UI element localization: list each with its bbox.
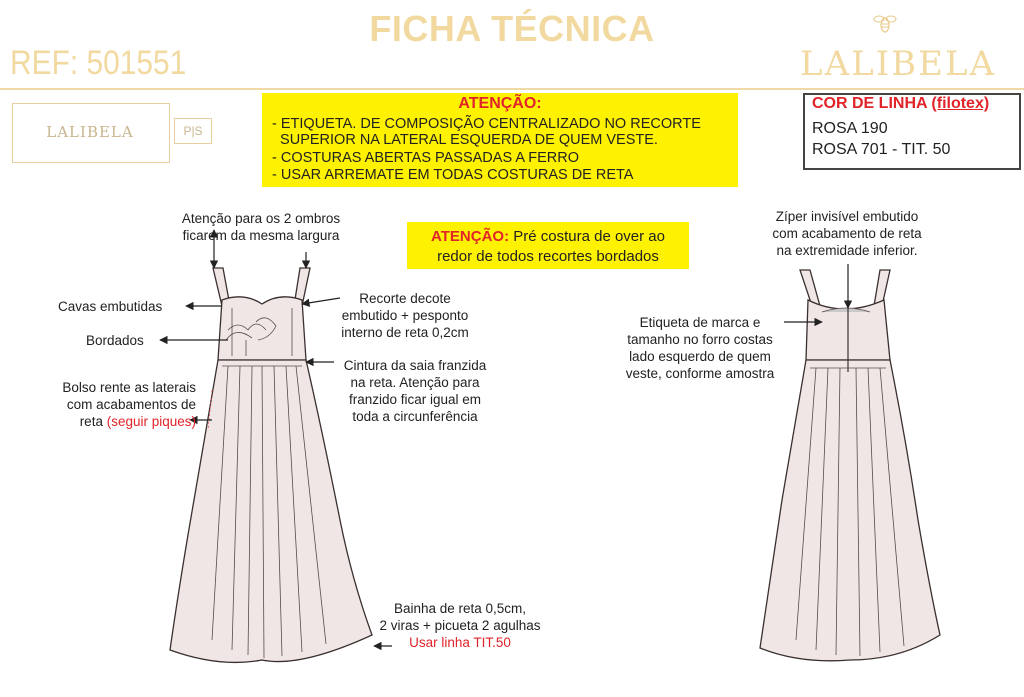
overlock-attention-text: Pré costura de over ao xyxy=(509,228,665,245)
attention-title: ATENÇÃO: xyxy=(458,95,542,112)
label-line: interno de reta 0,2cm xyxy=(341,325,469,340)
label-shoulders xyxy=(168,210,354,244)
label-waist xyxy=(330,357,500,425)
attention-line: - COSTURAS ABERTAS PASSADAS A FERRO xyxy=(272,150,579,166)
front-bodice xyxy=(218,297,306,360)
label-line xyxy=(40,413,196,430)
label-red-text: (seguir piques) xyxy=(106,414,196,429)
label-line: Zíper invisível embutido xyxy=(775,209,919,224)
label-line: franzido ficar igual em xyxy=(348,392,482,407)
label-line: Etiqueta de marca e xyxy=(639,315,761,330)
attention-line: - USAR ARREMATE EM TODAS COSTURAS DE RETA xyxy=(272,167,634,183)
label-line: na reta. Atenção para xyxy=(350,375,480,390)
label-line: Recorte decote xyxy=(359,291,451,306)
overlock-attention-line: redor de todos recortes bordados xyxy=(437,248,659,265)
label-red-text: Usar linha TIT.50 xyxy=(409,635,511,650)
thread-color-line: ROSA 701 - TIT. 50 xyxy=(812,141,951,158)
label-line: Bolso rente as laterais xyxy=(62,380,196,395)
arrow-neckline xyxy=(302,298,340,304)
thread-color-line: ROSA 190 xyxy=(812,120,888,137)
label-line: na extremidade inferior. xyxy=(776,243,918,258)
attention-line: - ETIQUETA. DE COMPOSIÇÃO CENTRALIZADO NO RECORTE xyxy=(272,116,701,132)
label-zipper xyxy=(754,208,940,259)
label-tag xyxy=(608,314,792,382)
label-line: Atenção para os 2 ombros xyxy=(181,211,341,226)
label-line: 2 viras + picueta 2 agulhas xyxy=(379,618,541,633)
brand-logo: LALIBELA xyxy=(800,44,997,84)
reference-code: REF: 501551 xyxy=(10,44,187,82)
label-neckline xyxy=(340,290,470,341)
back-skirt xyxy=(760,360,940,661)
thread-color-title-brand: (filotex) xyxy=(931,95,990,112)
label-line: tamanho no forro costas xyxy=(627,332,773,347)
label-line: com acabamentos de xyxy=(66,397,196,412)
page-title: FICHA TÉCNICA xyxy=(369,8,655,49)
size-label: P|S xyxy=(174,118,212,144)
label-line: ficarem da mesma largura xyxy=(182,228,340,243)
label-line: Cintura da saia franzida xyxy=(343,358,487,373)
label-text: reta xyxy=(79,414,107,429)
label-armholes: Cavas embutidas xyxy=(58,299,163,314)
label-line: veste, conforme amostra xyxy=(625,366,775,381)
label-hem xyxy=(362,600,558,651)
label-brand: LALIBELA xyxy=(46,123,134,141)
label-line: Bainha de reta 0,5cm, xyxy=(393,601,527,616)
label-line: toda a circunferência xyxy=(352,409,478,424)
label-line: embutido + pesponto xyxy=(341,308,469,323)
label-embroidery: Bordados xyxy=(86,333,144,348)
attention-line: SUPERIOR NA LATERAL ESQUERDA DE QUEM VESTE. xyxy=(272,132,658,148)
label-line: com acabamento de reta xyxy=(772,226,922,241)
label-pocket xyxy=(40,379,196,430)
label-line: lado esquerdo de quem xyxy=(629,349,771,364)
overlock-attention-label: ATENÇÃO: xyxy=(431,228,510,245)
thread-color-title-text: COR DE LINHA xyxy=(812,95,932,112)
